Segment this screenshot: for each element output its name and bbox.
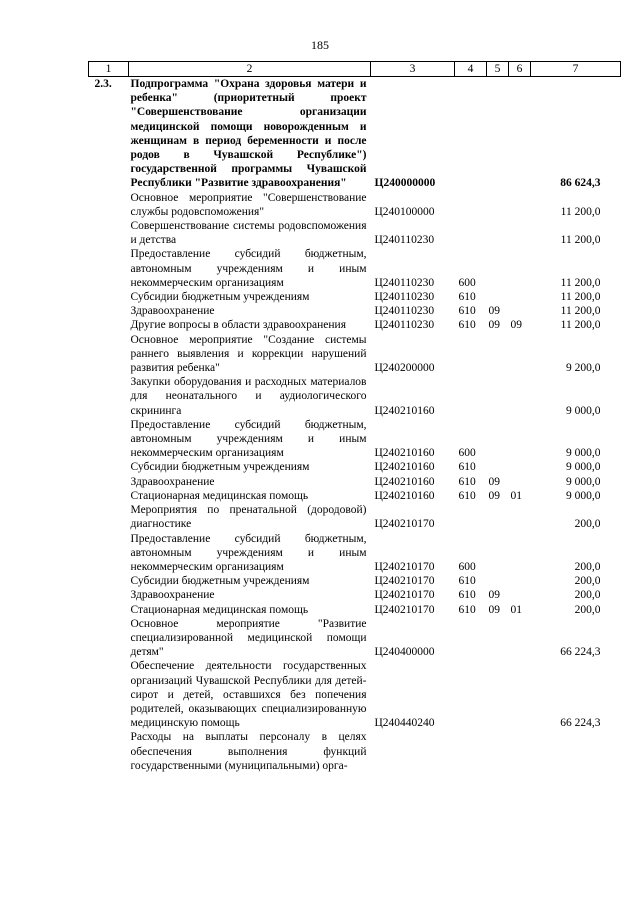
section bbox=[487, 290, 509, 304]
section bbox=[487, 659, 509, 730]
amount: 11 200,0 bbox=[560, 305, 601, 318]
section: 09 bbox=[488, 319, 500, 332]
row-name: Основное мероприятие "Развитие специализированной медицинской помощи детям" bbox=[130, 617, 367, 659]
table-row bbox=[89, 532, 621, 575]
amount: 200,0 bbox=[574, 575, 601, 588]
row-name: Подпрограмма "Охрана здоровья матери и ребенка" (приоритетный проект "Совершенствование организации медицинской помощи новорожденным и женщинам в период беременности и после родов в Чувашской Республике") государственной программы Чувашской Республики "Развитие здравоохранения" bbox=[130, 78, 367, 190]
section bbox=[487, 375, 509, 418]
row-name: Обеспечение деятельности государственных организаций Чувашской Республики для детей-сирот и детей, оставшихся без попечения родителей, оказывающих специализированную медицинскую помощь bbox=[130, 660, 367, 730]
amount: 9 000,0 bbox=[566, 447, 601, 460]
row-name: Здравоохранение bbox=[130, 305, 215, 318]
section bbox=[487, 219, 509, 247]
target-code: Ц240210160 bbox=[374, 461, 435, 474]
target-code: Ц240100000 bbox=[374, 205, 435, 218]
header-col-2: 2 bbox=[129, 62, 371, 77]
section bbox=[487, 503, 509, 531]
row-number bbox=[89, 290, 129, 304]
amount bbox=[531, 730, 621, 773]
expense-type bbox=[455, 219, 487, 247]
table-row bbox=[89, 191, 621, 219]
row-number bbox=[89, 503, 129, 531]
expense-type bbox=[455, 375, 487, 418]
row-name: Здравоохранение bbox=[130, 589, 215, 602]
row-number bbox=[89, 304, 129, 318]
target-code: Ц240110230 bbox=[374, 319, 435, 332]
expense-type: 600 bbox=[458, 276, 476, 289]
expense-type bbox=[455, 503, 487, 531]
budget-table bbox=[88, 61, 621, 773]
amount: 11 200,0 bbox=[560, 234, 601, 247]
target-code: Ц240210170 bbox=[374, 589, 435, 602]
expense-type: 610 bbox=[458, 305, 476, 318]
target-code: Ц240110230 bbox=[374, 305, 435, 318]
section: 09 bbox=[488, 489, 500, 502]
subsection bbox=[509, 532, 531, 575]
subsection bbox=[509, 475, 531, 489]
subsection: 09 bbox=[510, 319, 522, 332]
expense-type: 610 bbox=[458, 475, 476, 488]
expense-type: 610 bbox=[458, 489, 476, 502]
row-number bbox=[89, 333, 129, 376]
target-code: Ц240210160 bbox=[374, 475, 435, 488]
subsection bbox=[509, 290, 531, 304]
table-row bbox=[89, 375, 621, 418]
table-row bbox=[89, 603, 621, 617]
expense-type bbox=[455, 191, 487, 219]
amount: 9 200,0 bbox=[566, 362, 601, 375]
row-number bbox=[89, 603, 129, 617]
expense-type bbox=[455, 730, 487, 773]
expense-type: 600 bbox=[458, 447, 476, 460]
section bbox=[487, 460, 509, 474]
header-col-4: 4 bbox=[455, 62, 487, 77]
subsection bbox=[509, 617, 531, 660]
subsection: 01 bbox=[510, 489, 522, 502]
table-row bbox=[89, 475, 621, 489]
amount: 11 200,0 bbox=[560, 291, 601, 304]
amount: 9 000,0 bbox=[566, 489, 601, 502]
row-name: Предоставление субсидий бюджетным, автономным учреждениям и иным некоммерческим организациям bbox=[130, 248, 367, 289]
target-code: Ц240210160 bbox=[374, 447, 435, 460]
row-number bbox=[89, 460, 129, 474]
row-number bbox=[89, 574, 129, 588]
section bbox=[487, 532, 509, 575]
target-code: Ц240110230 bbox=[374, 234, 435, 247]
section bbox=[487, 574, 509, 588]
amount: 9 000,0 bbox=[566, 475, 601, 488]
row-name: Основное мероприятие "Создание системы раннего выявления и коррекции нарушений развития ребенка" bbox=[130, 333, 367, 375]
row-number: 2.3. bbox=[94, 78, 112, 90]
table-row bbox=[89, 77, 621, 191]
table-body bbox=[89, 77, 621, 773]
amount: 9 000,0 bbox=[566, 461, 601, 474]
subsection bbox=[509, 219, 531, 247]
amount: 11 200,0 bbox=[560, 276, 601, 289]
row-number bbox=[89, 191, 129, 219]
amount: 200,0 bbox=[574, 603, 601, 616]
subsection bbox=[509, 247, 531, 290]
subsection bbox=[509, 191, 531, 219]
table-row bbox=[89, 318, 621, 332]
subsection bbox=[509, 659, 531, 730]
expense-type bbox=[455, 659, 487, 730]
subsection bbox=[509, 730, 531, 773]
section bbox=[487, 730, 509, 773]
target-code: Ц240400000 bbox=[374, 646, 435, 659]
subsection bbox=[509, 588, 531, 602]
section: 09 bbox=[488, 603, 500, 616]
section: 09 bbox=[488, 305, 500, 318]
row-name: Другие вопросы в области здравоохранения bbox=[130, 319, 346, 332]
row-number bbox=[89, 219, 129, 247]
row-number bbox=[89, 475, 129, 489]
section bbox=[487, 333, 509, 376]
target-code: Ц240000000 bbox=[374, 177, 436, 190]
header-col-3: 3 bbox=[371, 62, 455, 77]
table-row bbox=[89, 574, 621, 588]
row-number bbox=[89, 730, 129, 773]
row-name: Субсидии бюджетным учреждениям bbox=[130, 461, 310, 474]
table-row bbox=[89, 503, 621, 531]
subsection: 01 bbox=[510, 603, 522, 616]
row-number bbox=[89, 617, 129, 660]
subsection bbox=[509, 304, 531, 318]
row-name: Субсидии бюджетным учреждениям bbox=[130, 291, 310, 304]
target-code: Ц240210160 bbox=[374, 489, 435, 502]
expense-type bbox=[455, 77, 487, 191]
target-code: Ц240210170 bbox=[374, 575, 435, 588]
row-number bbox=[89, 489, 129, 503]
header-col-1: 1 bbox=[89, 62, 129, 77]
table-row bbox=[89, 247, 621, 290]
amount: 200,0 bbox=[574, 560, 601, 573]
row-name: Субсидии бюджетным учреждениям bbox=[130, 575, 310, 588]
header-col-5: 5 bbox=[487, 62, 509, 77]
row-name: Расходы на выплаты персоналу в целях обеспечения выполнения функций государственными (муниципальными) орга- bbox=[130, 731, 367, 772]
row-number bbox=[89, 318, 129, 332]
subsection bbox=[509, 77, 531, 191]
expense-type: 600 bbox=[458, 560, 476, 573]
target-code bbox=[371, 730, 455, 773]
amount: 66 224,3 bbox=[560, 646, 601, 659]
row-name: Основное мероприятие "Совершенствование службы родовспоможения" bbox=[130, 191, 367, 218]
table-row bbox=[89, 333, 621, 376]
amount: 11 200,0 bbox=[560, 319, 601, 332]
target-code: Ц240210170 bbox=[374, 603, 435, 616]
amount: 86 624,3 bbox=[560, 177, 601, 190]
row-number bbox=[89, 375, 129, 418]
target-code: Ц240200000 bbox=[374, 362, 435, 375]
section: 09 bbox=[488, 589, 500, 602]
amount: 9 000,0 bbox=[566, 404, 601, 417]
expense-type: 610 bbox=[458, 589, 476, 602]
amount: 200,0 bbox=[574, 589, 601, 602]
row-name: Предоставление субсидий бюджетным, автономным учреждениям и иным некоммерческим организациям bbox=[130, 532, 367, 573]
table-row bbox=[89, 418, 621, 461]
target-code: Ц240110230 bbox=[374, 291, 435, 304]
expense-type: 610 bbox=[458, 291, 476, 304]
target-code: Ц240110230 bbox=[374, 276, 435, 289]
target-code: Ц240210160 bbox=[374, 404, 435, 417]
row-number bbox=[89, 418, 129, 461]
page-number: 185 bbox=[311, 38, 329, 52]
section bbox=[487, 418, 509, 461]
row-name: Совершенствование системы родовспоможения и детства bbox=[130, 220, 367, 247]
subsection bbox=[509, 460, 531, 474]
amount: 66 224,3 bbox=[560, 717, 601, 730]
expense-type: 610 bbox=[458, 319, 476, 332]
expense-type bbox=[455, 617, 487, 660]
expense-type: 610 bbox=[458, 575, 476, 588]
row-number bbox=[89, 659, 129, 730]
table-row bbox=[89, 588, 621, 602]
table-row bbox=[89, 304, 621, 318]
expense-type: 610 bbox=[458, 461, 476, 474]
row-name: Стационарная медицинская помощь bbox=[130, 489, 309, 502]
section bbox=[487, 77, 509, 191]
target-code: Ц240440240 bbox=[374, 717, 435, 730]
table-header bbox=[89, 62, 621, 77]
row-name: Закупки оборудования и расходных материалов для неонатального и аудиологического скрининга bbox=[130, 376, 367, 417]
subsection bbox=[509, 574, 531, 588]
target-code: Ц240210170 bbox=[374, 518, 435, 531]
subsection bbox=[509, 503, 531, 531]
section bbox=[487, 617, 509, 660]
section bbox=[487, 191, 509, 219]
row-number bbox=[89, 532, 129, 575]
table-row bbox=[89, 730, 621, 773]
row-number bbox=[89, 588, 129, 602]
header-col-7: 7 bbox=[531, 62, 621, 77]
target-code: Ц240210170 bbox=[374, 560, 435, 573]
table-row bbox=[89, 460, 621, 474]
row-name: Мероприятия по пренатальной (дородовой) диагностике bbox=[130, 504, 367, 531]
subsection bbox=[509, 418, 531, 461]
subsection bbox=[509, 375, 531, 418]
table-row bbox=[89, 290, 621, 304]
header-col-6: 6 bbox=[509, 62, 531, 77]
expense-type: 610 bbox=[458, 603, 476, 616]
amount: 11 200,0 bbox=[560, 205, 601, 218]
table-row bbox=[89, 219, 621, 247]
row-name: Здравоохранение bbox=[130, 475, 215, 488]
table-row bbox=[89, 489, 621, 503]
row-number bbox=[89, 247, 129, 290]
expense-type bbox=[455, 333, 487, 376]
section bbox=[487, 247, 509, 290]
section: 09 bbox=[488, 475, 500, 488]
table-row bbox=[89, 659, 621, 730]
table-row bbox=[89, 617, 621, 660]
row-name: Стационарная медицинская помощь bbox=[130, 603, 309, 616]
subsection bbox=[509, 333, 531, 376]
row-name: Предоставление субсидий бюджетным, автономным учреждениям и иным некоммерческим организациям bbox=[130, 418, 367, 460]
amount: 200,0 bbox=[574, 518, 601, 531]
